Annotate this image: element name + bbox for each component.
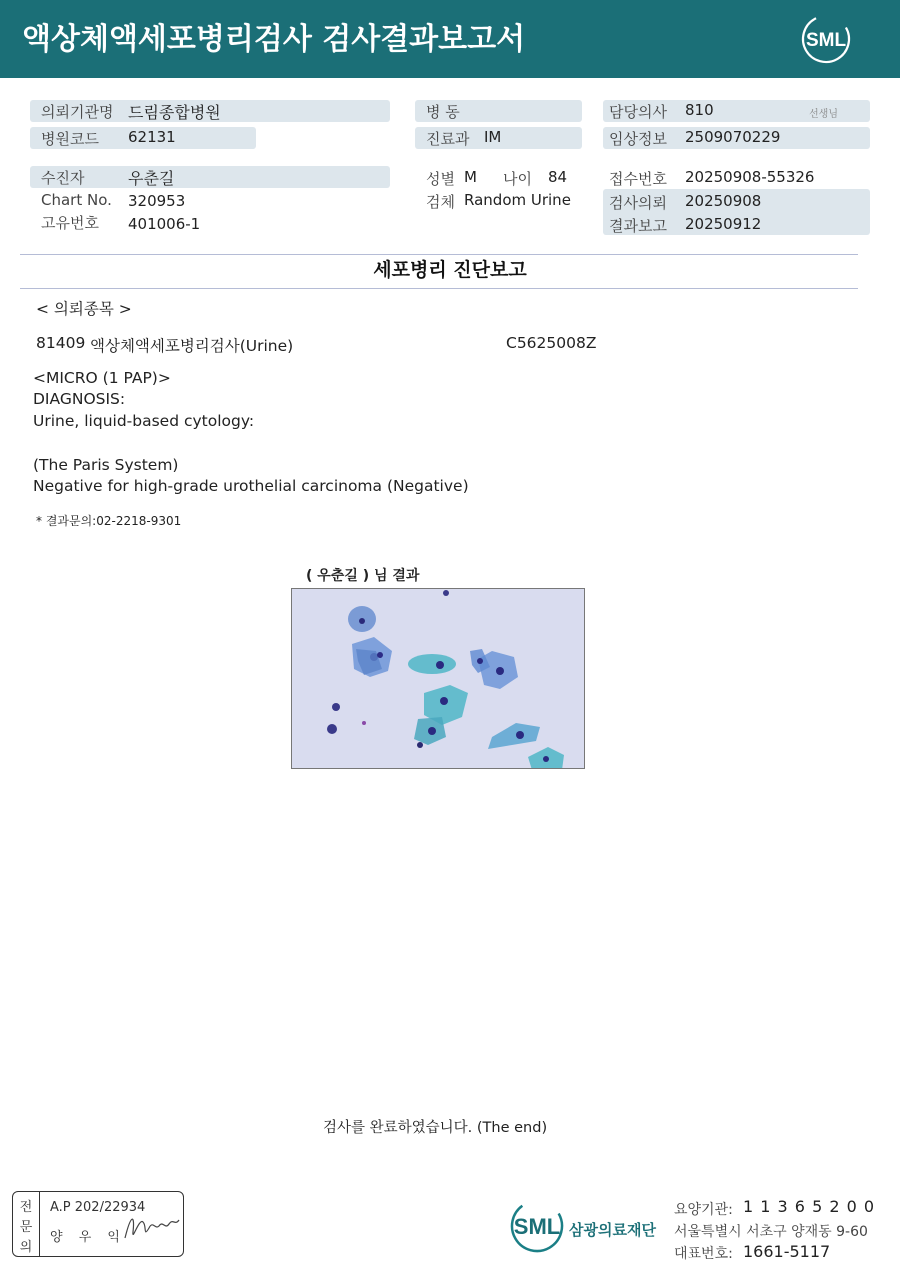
patient-value: 우춘길 <box>128 169 175 188</box>
institution-code-label: 요양기관: <box>674 1202 733 1218</box>
ward-label: 병 동 <box>426 103 460 121</box>
request-value: 20250908 <box>685 192 762 210</box>
stamp-name: 양 우 익 <box>50 1230 126 1245</box>
stamp-side-char: 의 <box>19 1240 33 1255</box>
specimen-label: 검체 <box>426 193 455 211</box>
hospital-code-label: 병원코드 <box>41 130 99 148</box>
report-label: 결과보고 <box>609 217 667 235</box>
inquiry-note: * 결과문의:02-2218-9301 <box>36 514 182 528</box>
stamp-ap-number: A.P 202/22934 <box>50 1200 146 1215</box>
sml-logo-footer <box>509 1197 565 1255</box>
phone-label: 대표번호: <box>674 1246 733 1262</box>
phone-value: 1661-5117 <box>743 1242 831 1261</box>
clinical-value: 2509070229 <box>685 128 781 146</box>
uid-label: 고유번호 <box>41 214 99 232</box>
age-label: 나이 <box>503 170 532 188</box>
clinical-label: 임상정보 <box>609 130 667 148</box>
test-name: 액상체액세포병리검사(Urine) <box>90 337 294 355</box>
report-line: DIAGNOSIS: <box>33 390 126 408</box>
doctor-suffix: 선생님 <box>809 109 838 120</box>
chart-value: 320953 <box>128 192 186 210</box>
report-value: 20250912 <box>685 215 762 233</box>
stamp-side-char: 문 <box>19 1220 33 1235</box>
signature-scribble <box>121 1208 183 1248</box>
chart-label: Chart No. <box>41 191 112 209</box>
patient-label: 수진자 <box>41 169 85 187</box>
sml-logo-text: SML <box>805 30 847 51</box>
report-line: Urine, liquid-based cytology: <box>33 412 255 430</box>
cytology-image-drawing <box>292 589 585 769</box>
test-code: 81409 <box>36 334 86 352</box>
age-value: 84 <box>548 168 568 186</box>
request-label: 검사의뢰 <box>609 194 667 212</box>
section-bottom-rule <box>20 288 858 289</box>
receipt-value: 20250908-55326 <box>685 168 815 186</box>
dept-value: IM <box>484 128 502 146</box>
institution-value: 드림종합병원 <box>128 103 221 122</box>
sml-logo-header <box>796 13 856 65</box>
request-items-label: < 의뢰종목 > <box>36 300 132 318</box>
doctor-value: 810 <box>685 101 714 119</box>
hospital-code-value: 62131 <box>128 128 176 146</box>
test-id: C5625008Z <box>506 334 597 352</box>
sex-value: M <box>464 168 477 186</box>
cytology-image <box>291 588 585 769</box>
report-title: 액상체액세포병리검사 검사결과보고서 <box>22 22 526 57</box>
institution-code-value: 1 1 3 6 5 2 0 0 <box>743 1197 876 1216</box>
specimen-value: Random Urine <box>464 191 571 209</box>
receipt-label: 접수번호 <box>609 170 667 188</box>
footer-address: 서울특별시 서초구 양재동 9-60 <box>674 1224 868 1240</box>
doctor-label: 담당의사 <box>609 103 667 121</box>
stamp-side-char: 전 <box>19 1200 33 1215</box>
report-line: <MICRO (1 PAP)> <box>33 369 171 387</box>
sex-label: 성별 <box>426 170 455 188</box>
institution-label: 의뢰기관명 <box>41 103 114 121</box>
foundation-name: 삼광의료재단 <box>569 1221 656 1239</box>
stamp-side <box>13 1192 40 1256</box>
image-caption: ( 우춘길 ) 님 결과 <box>306 568 420 584</box>
pathologist-stamp <box>12 1191 184 1257</box>
end-text: 검사를 완료하였습니다. (The end) <box>323 1120 548 1136</box>
sml-footer-text: SML <box>513 1214 561 1239</box>
report-line: (The Paris System) <box>33 456 179 474</box>
uid-value: 401006-1 <box>128 215 201 233</box>
section-title: 세포병리 진단보고 <box>373 259 527 281</box>
report-line: Negative for high-grade urothelial carcinoma (Negative) <box>33 477 469 495</box>
dept-label: 진료과 <box>426 130 470 148</box>
